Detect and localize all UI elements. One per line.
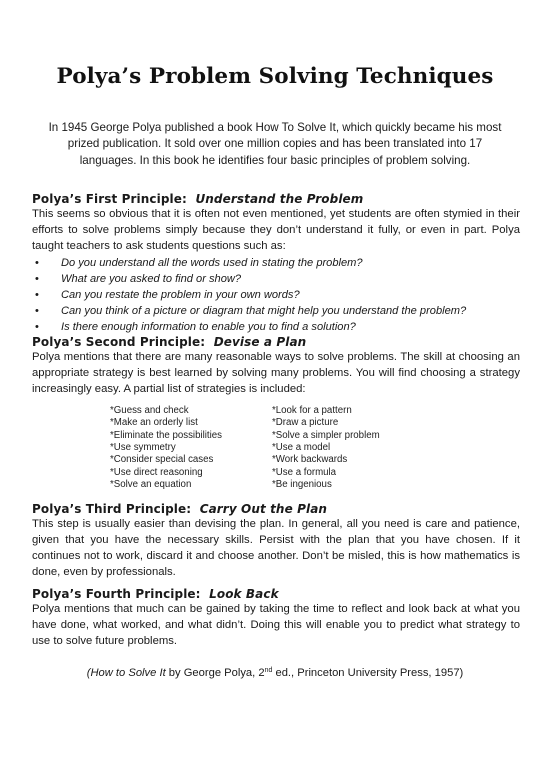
- first-principle-label: Polya’s First Principle:: [32, 192, 187, 206]
- citation-book-title: How to Solve It: [90, 667, 166, 679]
- second-principle-text: Polya mentions that there are many reasonable ways to solve problems. The skill at choosing an appropriate strategy is best learned by solving many problems. You will find choosing a strategy increasingly easy. A partial list of strategies is included:: [32, 351, 520, 395]
- fourth-principle-name: Look Back: [209, 587, 279, 601]
- question-list: [32, 256, 511, 336]
- third-principle-name: Carry Out the Plan: [199, 502, 328, 516]
- list-item: • Can you restate the problem in your own words?: [61, 288, 511, 304]
- second-principle-heading: [32, 335, 306, 349]
- strategy-item: *Use symmetry: [110, 442, 176, 454]
- fourth-principle-label: Polya’s Fourth Principle:: [32, 587, 201, 601]
- intro-paragraph: In 1945 George Polya published a book How To Solve It, which quickly became his most prized publication. It sold over one million copies and has been translated into 17 languages. In this book he identifies four basic principles of problem solving.: [48, 121, 502, 167]
- third-principle-label: Polya’s Third Principle:: [32, 502, 192, 516]
- bullet-icon: •: [35, 320, 39, 333]
- strategy-item: *Guess and check: [110, 405, 189, 416]
- strategy-item: *Solve an equation: [110, 479, 192, 491]
- first-principle-name: Understand the Problem: [195, 192, 364, 206]
- strategy-item: *Use direct reasoning: [110, 466, 203, 478]
- strategy-item: *Work backwards: [272, 454, 348, 466]
- strategy-item: *Make an orderly list: [110, 417, 198, 429]
- strategy-list-right: [272, 405, 380, 491]
- page-title: Polya’s Problem Solving Techniques: [56, 64, 494, 89]
- fourth-principle-heading: [32, 587, 279, 601]
- citation: (How to Solve It by George Polya, 2nd ed., Princeton University Press, 1957): [86, 667, 464, 679]
- strategy-list-left: [110, 405, 222, 491]
- list-item: • Do you understand all the words used in stating the problem?: [61, 256, 511, 272]
- strategy-item: *Eliminate the possibilities: [110, 429, 222, 441]
- bullet-icon: •: [35, 304, 39, 317]
- strategy-item: *Use a model: [272, 442, 331, 454]
- second-principle-name: Devise a Plan: [213, 335, 307, 349]
- strategy-item: *Be ingenious: [272, 479, 332, 491]
- third-principle-text: This step is usually easier than devising the plan. In general, all you need is care and patience, given that you have the necessary skills. Persist with the plan that you have chosen. If it continues not to work, discard it and choose another. Don’t be misled, this is how mathematics is done, even by professionals.: [32, 518, 520, 578]
- bullet-icon: •: [35, 272, 39, 285]
- first-principle-heading: [32, 192, 363, 206]
- strategy-item: *Draw a picture: [272, 417, 339, 429]
- list-item: • Is there enough information to enable you to find a solution?: [61, 320, 511, 336]
- bullet-icon: •: [35, 257, 39, 269]
- list-item: • Can you think of a picture or diagram that might help you understand the problem?: [61, 304, 511, 320]
- strategy-item: *Solve a simpler problem: [272, 429, 380, 441]
- fourth-principle-text: Polya mentions that much can be gained by taking the time to reflect and look back at what you have done, what worked, and what didn’t. Doing this will enable you to predict what strategy to use to solve future problems.: [32, 603, 520, 647]
- first-principle-text: This seems so obvious that it is often not even mentioned, yet students are often stymied in their efforts to solve problems simply because they don’t understand it fully, or even in part. Polya taught teachers to ask students questions such as:: [32, 208, 520, 252]
- second-principle-label: Polya’s Second Principle:: [32, 335, 206, 349]
- bullet-icon: •: [35, 288, 39, 301]
- strategy-item: *Look for a pattern: [272, 405, 352, 416]
- third-principle-heading: [32, 502, 327, 516]
- strategy-item: *Use a formula: [272, 466, 337, 478]
- list-item: • What are you asked to find or show?: [61, 272, 511, 288]
- strategy-item: *Consider special cases: [110, 454, 214, 466]
